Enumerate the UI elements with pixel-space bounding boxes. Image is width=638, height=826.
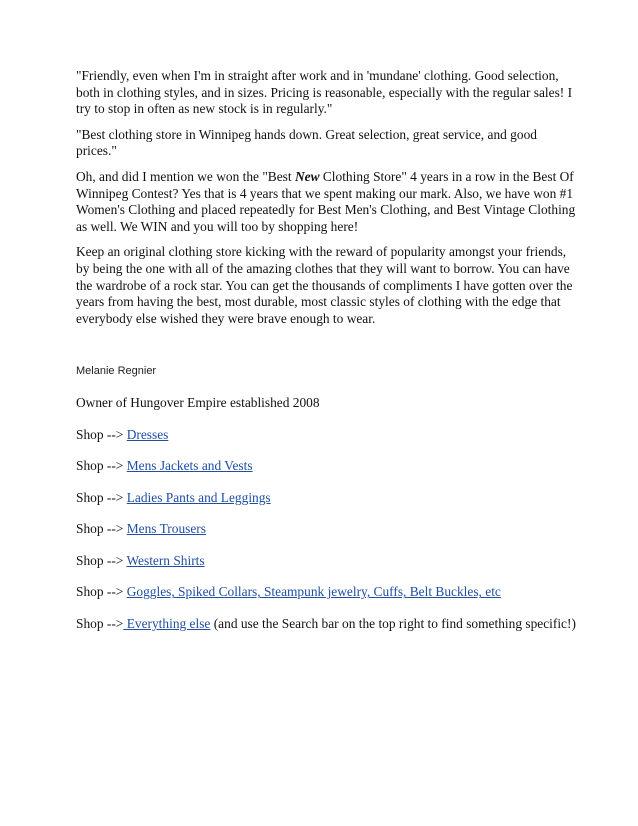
award-text-before: Oh, and did I mention we won the "Best bbox=[76, 168, 295, 184]
link-mens-trousers[interactable]: Mens Trousers bbox=[126, 521, 206, 537]
document-page bbox=[76, 68, 576, 648]
link-everything-else[interactable]: Everything else bbox=[123, 616, 211, 632]
shop-line-mens-trousers bbox=[76, 521, 576, 538]
shop-line-western-shirts bbox=[76, 553, 576, 570]
shop-line-dresses bbox=[76, 427, 576, 444]
shop-line-everything-else bbox=[76, 616, 576, 633]
shop-prefix: Shop --> bbox=[76, 552, 124, 568]
award-paragraph bbox=[76, 169, 576, 235]
link-accessories[interactable]: Goggles, Spiked Collars, Steampunk jewelry, Cuffs, Belt Buckles, etc bbox=[126, 584, 501, 600]
link-western-shirts[interactable]: Western Shirts bbox=[126, 552, 205, 568]
link-mens-jackets-vests[interactable]: Mens Jackets and Vests bbox=[126, 458, 253, 474]
owner-title: Owner of Hungover Empire established 2008 bbox=[76, 394, 320, 410]
shop-prefix: Shop --> bbox=[76, 458, 124, 474]
award-emphasis: New bbox=[294, 168, 320, 184]
award-text-after: Clothing Store" 4 years in a row in the Best Of Winnipeg Contest? Yes that is 4 years that we spent making our mark. Also, we have won #1 Women's Clothing and placed repeatedly for Best Men's Clothing, and Best Vintage Clothing as well. We WIN and you will too by shopping here! bbox=[76, 168, 576, 234]
shop-line-accessories bbox=[76, 584, 576, 601]
testimonial-quote-2: "Best clothing store in Winnipeg hands down. Great selection, great service, and good prices." bbox=[76, 126, 537, 159]
shop-line-ladies-pants bbox=[76, 490, 576, 507]
shop-line-mens-jackets bbox=[76, 458, 576, 475]
signature-name: Melanie Regnier bbox=[76, 365, 157, 378]
shop-prefix: Shop --> bbox=[76, 489, 124, 505]
testimonial-quote-1: "Friendly, even when I'm in straight after work and in 'mundane' clothing. Good selection, both in clothing styles, and in sizes. Pricing is reasonable, especially with the regular sales! I try to stop in often as new stock is in regularly." bbox=[76, 68, 573, 117]
link-ladies-pants-leggings[interactable]: Ladies Pants and Leggings bbox=[126, 489, 271, 505]
link-dresses[interactable]: Dresses bbox=[126, 426, 169, 442]
search-hint: (and use the Search bar on the top right to find something specific!) bbox=[210, 616, 576, 632]
shop-prefix: Shop --> bbox=[76, 584, 124, 600]
pitch-paragraph: Keep an original clothing store kicking with the reward of popularity amongst your friends, by being the one with all of the amazing clothes that they will want to borrow. You can have the wardrobe of a rock star. You can get the thousands of compliments I have gotten over the years from having the best, most durable, most classic styles of clothing with the edge that everybody else wished they were brave enough to wear. bbox=[76, 244, 573, 326]
shop-prefix: Shop --> bbox=[76, 521, 124, 537]
shop-prefix: Shop --> bbox=[76, 426, 124, 442]
shop-prefix: Shop --> bbox=[76, 616, 124, 632]
